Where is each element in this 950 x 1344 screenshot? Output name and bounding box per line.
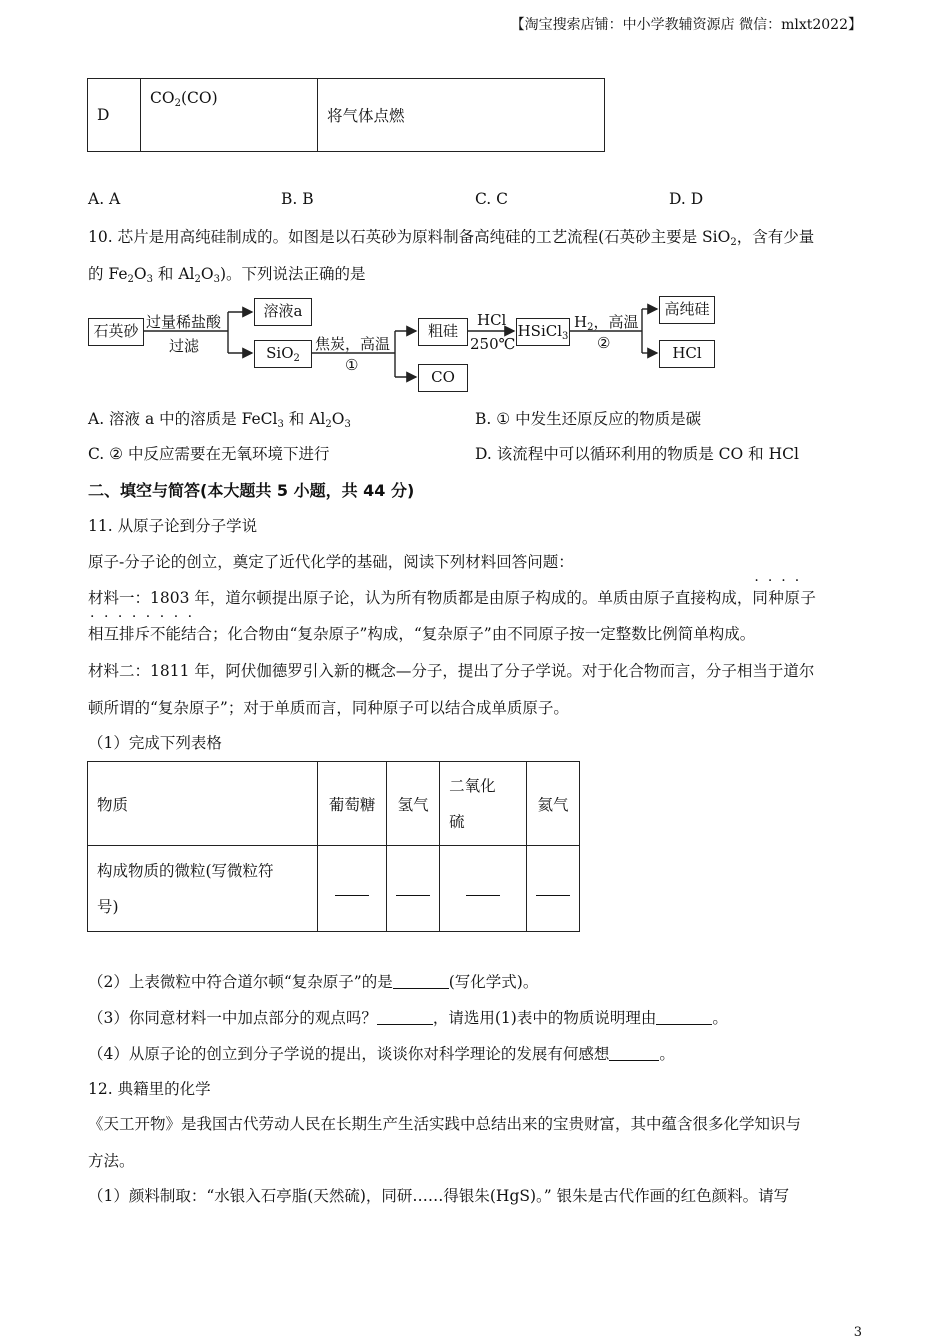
answer-blank-so2[interactable] — [440, 846, 527, 932]
answer-blank-hydrogen[interactable] — [387, 846, 440, 932]
label-excess-hcl: 过量稀盐酸 — [146, 313, 222, 331]
box-hsicl3: HSiCl$_3$ — [516, 318, 570, 346]
q9-option-c: C. C — [475, 190, 509, 208]
option-letter: D — [88, 79, 141, 152]
box-crude-silicon: 粗硅 — [418, 318, 468, 346]
col-sulfur-dioxide: 二氧化 硫 — [440, 762, 527, 846]
box-quartz-sand: 石英砂 — [88, 318, 144, 346]
col-glucose: 葡萄糖 — [318, 762, 387, 846]
emphasis-dots-1: ···· — [754, 573, 809, 589]
q11-part1: （1）完成下列表格 — [88, 734, 222, 752]
q11-material2-line2: 顿所谓的“复杂原子”；对于单质而言，同种原子可以结合成单质原子。 — [88, 699, 569, 717]
q12-intro-line1: 《天工开物》是我国古代劳动人民在长期生产生活实践中总结出来的宝贵财富，其中蕴含很多化学知识与 — [88, 1115, 802, 1133]
q10-option-d: D. 该流程中可以循环利用的物质是 CO 和 HCl — [475, 445, 799, 463]
q12-title: 12. 典籍里的化学 — [88, 1080, 211, 1098]
q11-answer-table — [87, 761, 580, 932]
label-step-2: ② — [597, 334, 611, 352]
label-h2-high-temp: $H_2$，高温 — [574, 313, 639, 333]
label-hcl: HCl — [477, 311, 507, 329]
row-label-substance: 物质 — [88, 762, 318, 846]
q11-part3: （3）你同意材料一中加点部分的观点吗？ ，请选用(1)表中的物质说明理由 。 — [88, 1009, 728, 1027]
q10-stem-line1: 10. 芯片是用高纯硅制成的。如图是以石英砂为原料制备高纯硅的工艺流程(石英砂主要是 SiO$_2$，含有少量 — [88, 228, 815, 248]
row-label-particles: 构成物质的微粒(写微粒符 号) — [88, 846, 318, 932]
box-sio2: SiO$_2$ — [254, 340, 312, 368]
answer-blank-p4[interactable] — [609, 1059, 659, 1061]
box-high-purity-silicon: 高纯硅 — [659, 296, 715, 324]
answer-blank-helium[interactable] — [527, 846, 580, 932]
label-step-1: ① — [345, 356, 359, 374]
q11-title: 11. 从原子论到分子学说 — [88, 517, 258, 535]
page-header: 【淘宝搜索店铺：中小学教辅资源店 微信：mlxt2022】 — [510, 17, 862, 33]
col-helium: 氦气 — [527, 762, 580, 846]
emphasis-dots-2: ········ — [90, 609, 202, 625]
emphasized-text-2: 相互排斥不能结合 ········ — [88, 609, 213, 643]
q9-option-b: B. B — [281, 190, 314, 208]
section-title: 二、填空与简答(本大题共 5 小题，共 44 分) — [88, 481, 415, 500]
emphasized-text-1: 同种原子 ···· — [752, 573, 817, 607]
answer-blank-p3a[interactable] — [377, 1023, 433, 1025]
page-number: 3 — [853, 1325, 862, 1340]
box-hcl: HCl — [659, 340, 715, 368]
q12-part1: （1）颜料制取：“水银入石亭脂(天然硫)，同研……得银朱(HgS)。” 银朱是古代作画的红色颜料。请写 — [88, 1187, 790, 1205]
q9-option-a: A. A — [88, 190, 121, 208]
q9-option-d: D. D — [669, 190, 704, 208]
q10-option-a: A. 溶液 a 中的溶质是 FeCl$_3$ 和 $Al_2O_3$ — [88, 410, 351, 430]
q11-material2-line1: 材料二：1811 年，阿伏伽德罗引入新的概念—分子，提出了分子学说。对于化合物而言，分子相当于道尔 — [88, 662, 815, 680]
q10-option-c: C. ② 中反应需要在无氧环境下进行 — [88, 445, 330, 463]
label-250c: 250℃ — [470, 335, 516, 353]
q11-part4: （4）从原子论的创立到分子学说的提出，谈谈你对科学理论的发展有何感想 。 — [88, 1045, 675, 1063]
q10-stem-line2: 的 $Fe_2O_3$ 和 $Al_2O_3$)。下列说法正确的是 — [88, 265, 366, 285]
method-cell: 将气体点燃 — [318, 79, 605, 152]
q11-intro: 原子-分子论的创立，奠定了近代化学的基础，阅读下列材料回答问题： — [88, 553, 574, 571]
q11-part2: （2）上表微粒中符合道尔顿“复杂原子”的是 (写化学式)。 — [88, 973, 539, 991]
box-co: CO — [418, 364, 468, 392]
answer-blank-glucose[interactable] — [318, 846, 387, 932]
label-filter: 过滤 — [169, 337, 200, 355]
answer-blank-p3b[interactable] — [656, 1023, 712, 1025]
substance-cell: $CO_2(CO)$ — [141, 79, 318, 152]
q12-intro-line2: 方法。 — [88, 1152, 135, 1170]
answer-blank-p2[interactable] — [393, 987, 449, 989]
q11-material1-line1: 材料一：1803 年，道尔顿提出原子论，认为所有物质都是由原子构成的。单质由原子直接构成，同种原子 ···· — [88, 573, 817, 607]
box-solution-a: 溶液a — [254, 298, 312, 326]
q10-option-b: B. ① 中发生还原反应的物质是碳 — [475, 410, 702, 428]
label-coke-high-temp: 焦炭，高温 — [315, 335, 391, 353]
col-hydrogen: 氢气 — [387, 762, 440, 846]
q11-material1-line2: 相互排斥不能结合 ········ ；化合物由“复杂原子”构成，“复杂原子”由不同原子按一定整数比例简单构成。 — [88, 609, 756, 643]
